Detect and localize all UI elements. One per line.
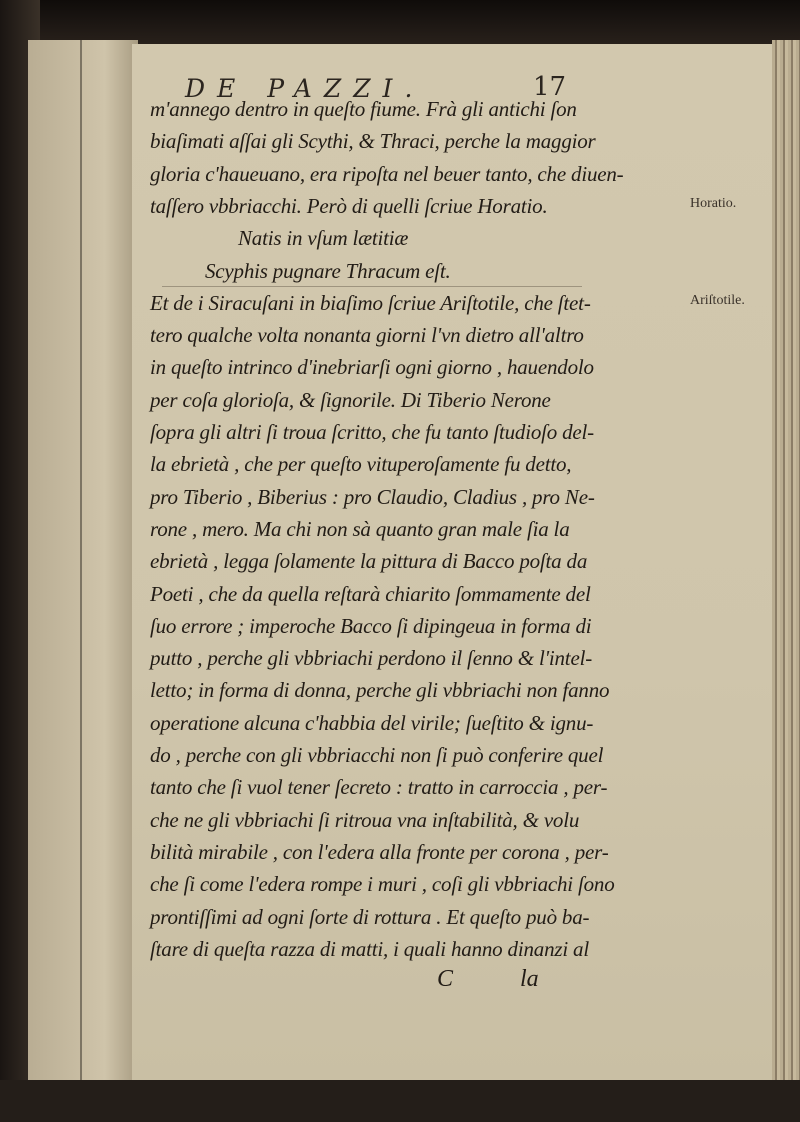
text-line: Natis in vſum lætitiæ xyxy=(238,226,409,251)
text-line: biaſimati aſſai gli Scythi, & Thraci, perche la maggior xyxy=(150,129,596,154)
text-line: taſſero vbbriacchi. Però di quelli ſcriue Horatio. xyxy=(150,193,548,218)
text-line: ebrietà , legga ſolamente la pittura di Bacco poſta da xyxy=(150,549,588,574)
text-line: ſuo errore ; imperoche Bacco ſi dipingeua in forma di xyxy=(150,613,592,638)
marginal-note-aristotile: Ariſtotile. xyxy=(690,293,745,308)
text-line: Scyphis pugnare Thracum eſt. xyxy=(205,258,451,283)
text-line: in queſto intrinco d'inebriarſi ogni giorno , hauendolo xyxy=(150,355,594,380)
page-number: 17 xyxy=(533,72,567,102)
running-head: DE PAZZI. xyxy=(185,74,425,103)
text-line: Et de i Siracuſani in biaſimo ſcriue Ariſtotile, che ſtet- xyxy=(150,290,591,315)
catchword: la xyxy=(520,966,539,992)
text-line: m'annego dentro in queſto fiume. Frà gli antichi ſon xyxy=(150,97,577,121)
text-line: tanto che ſi vuol tener ſecreto : tratto in carroccia , per- xyxy=(150,775,608,800)
facing-page-fragment xyxy=(28,40,138,1080)
text-line: do , perche con gli vbbriacchi non ſi può conferire quel xyxy=(150,743,604,767)
text-line: che ſi come l'edera rompe i muri , coſi gli vbbriachi ſono xyxy=(150,872,615,897)
text-line: pro Tiberio , Biberius : pro Claudio, Cladius , pro Ne- xyxy=(150,484,595,509)
text-line: operatione alcuna c'habbia del virile; ſueſtito & ignu- xyxy=(150,710,594,735)
text-line: ſtare di queſta razza di matti, i quali hanno dinanzi al xyxy=(150,936,589,961)
text-line: per coſa glorioſa, & ſignorile. Di Tiberio Nerone xyxy=(150,387,551,412)
text-line: la ebrietà , che per queſto vituperoſamente fu detto, xyxy=(150,452,572,477)
verse-rule xyxy=(162,286,582,287)
text-line: ſopra gli altri ſi troua ſcritto, che fu tanto ſtudioſo del- xyxy=(150,420,594,444)
page-edges xyxy=(772,40,800,1122)
text-line: tero qualche volta nonanta giorni l'vn dietro all'altro xyxy=(150,323,584,348)
gutter-line xyxy=(80,40,82,1080)
marginal-note-horatio: Horatio. xyxy=(690,196,737,211)
text-line: rone , mero. Ma chi non sà quanto gran male ſia la xyxy=(150,516,570,541)
text-line: bilità mirabile , con l'edera alla fronte per corona , per- xyxy=(150,839,609,864)
text-line: prontiſſimi ad ogni ſorte di rottura . Et queſto può ba- xyxy=(150,904,590,929)
text-line: Poeti , che da quella reſtarà chiarito ſommamente del xyxy=(150,581,591,606)
signature-mark: C xyxy=(437,966,454,992)
scan-bottom xyxy=(0,1080,800,1122)
text-line: letto; in forma di donna, perche gli vbbriachi non fanno xyxy=(150,678,610,703)
text-line: gloria c'haueuano, era ripoſta nel beuer tanto, che diuen- xyxy=(150,161,624,186)
text-line: che ne gli vbbriachi ſi ritroua vna inſtabilità, & volu xyxy=(150,807,580,832)
text-line: putto , perche gli vbbriachi perdono il ſenno & l'intel- xyxy=(150,646,592,671)
